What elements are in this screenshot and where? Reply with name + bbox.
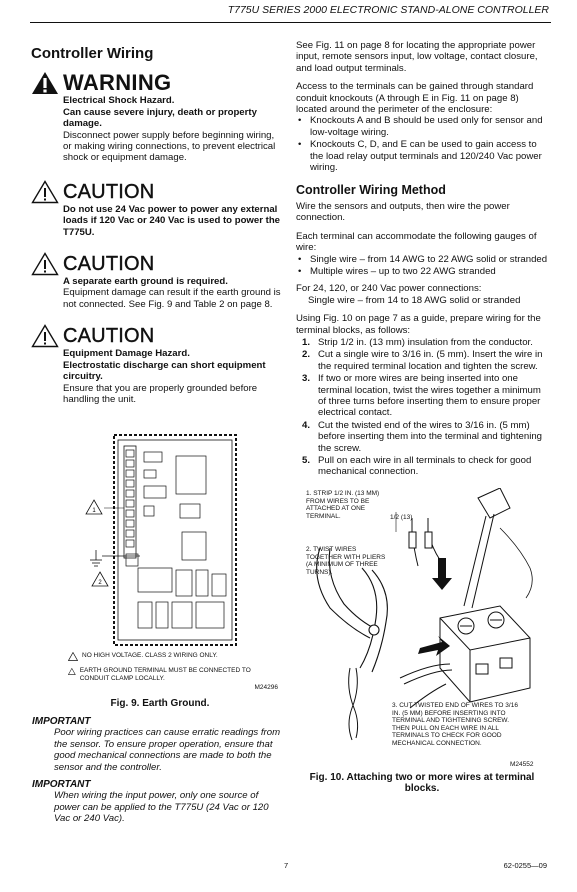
- caution-3-line-2: Electrostatic discharge can short equipment circuitry.: [63, 359, 266, 383]
- fig9-notes: [68, 652, 278, 692]
- right-column: [296, 40, 548, 484]
- caution-3-line-1: Equipment Damage Hazard.: [63, 348, 190, 360]
- intro-paragraph: See Fig. 11 on page 8 for locating the appropriate power input, remote sensors input, low voltage, contact closure, and load output terminals.: [296, 40, 538, 74]
- list-item: • Knockouts C, D, and E can be used to gain access to the load relay output terminals and 120/240 Vac power wiring.: [296, 139, 548, 173]
- caution-triangle-icon: [31, 180, 59, 204]
- prep-steps: [296, 337, 548, 478]
- list-item: • Single wire – from 14 AWG to 22 AWG solid or stranded: [296, 254, 548, 265]
- important-notes: [32, 716, 284, 831]
- important-2-body: When wiring the input power, only one source of power can be applied to the T775U (24 Vac or 120 Vac or 240 Vac).: [54, 790, 269, 825]
- method-title: Controller Wiring Method: [296, 183, 446, 198]
- document-number: 62-0255—09: [503, 861, 547, 870]
- caution-word: CAUTION: [63, 325, 155, 348]
- caution-triangle-icon: [31, 324, 59, 348]
- warning-block: [31, 71, 281, 163]
- caution-word: CAUTION: [63, 180, 155, 203]
- fig10-callout-3: 3. CUT TWISTED END OF WIRES TO 3/16 IN. (5 MM) BEFORE INSERTING INTO TERMINAL AND TIGHTENING SCREW. THEN PULL ON EACH WIRE IN ALL TERMINALS TO CHECK FOR GOOD MECHANICAL CONNECTION.: [392, 702, 518, 747]
- caution-block-1: [31, 180, 281, 238]
- caution-2-bold: A separate earth ground is required.: [63, 276, 228, 288]
- warning-line-1: Electrical Shock Hazard.: [63, 95, 175, 107]
- page-number: 7: [284, 861, 289, 870]
- fig9-note-2: EARTH GROUND TERMINAL MUST BE CONNECTED TO CONDUIT CLAMP LOCALLY.: [79, 667, 251, 682]
- warning-body: Disconnect power supply before beginning wiring, or making wiring connections, to prevent electrical shock or equipment damage.: [63, 129, 276, 164]
- fig10-callout-1: 1. STRIP 1/2 IN. (13 MM) FROM WIRES TO BE ATTACHED AT ONE TERMINAL.: [306, 490, 380, 520]
- power-connection-gauge: Single wire – from 14 to 18 AWG solid or stranded: [308, 294, 521, 306]
- fig10-dimension: 1/2 (13): [390, 514, 413, 521]
- fig10-code: M24552: [510, 761, 534, 768]
- caution-block-3: [31, 324, 281, 405]
- prep-intro: Using Fig. 10 on page 7 as a guide, prepare wiring for the terminal blocks, as follows:: [296, 313, 541, 336]
- caution-2-body: Equipment damage can result if the earth ground is not connected. See Fig. 9 and Table 2 on page 8.: [63, 287, 281, 310]
- warning-triangle-icon: [31, 71, 59, 95]
- step-item: 4. Cut the twisted end of the wires to 3/16 in. (5 mm) before inserting them into the terminal and tightening the screw.: [302, 419, 542, 454]
- step-item: 3. If two or more wires are being inserted into one terminal location, twist the wires together a minimum of three turns before inserting them to ensure proper electrical contact.: [302, 373, 541, 419]
- caution-word: CAUTION: [63, 253, 155, 276]
- marker-2: 2: [98, 580, 102, 586]
- caution-block-2: [31, 252, 281, 310]
- fig9-note-1: NO HIGH VOLTAGE. CLASS 2 WIRING ONLY.: [82, 652, 218, 659]
- caution-3-body: Ensure that you are properly grounded before handling the unit.: [63, 382, 258, 405]
- note-1-triangle-icon: [68, 652, 78, 661]
- left-column: [31, 45, 281, 405]
- step-item: 2. Cut a single wire to 3/16 in. (5 mm). Insert the wire in the required terminal location and tighten the screw.: [302, 349, 543, 372]
- access-paragraph: Access to the terminals can be gained through standard conduit knockouts (A through E in Fig. 11 on page 8) located around the perimeter of the enclosure:: [296, 81, 534, 116]
- caution-triangle-icon: [31, 252, 59, 276]
- caution-1-text: Do not use 24 Vac power to power any external loads if 120 Vac or 240 Vac is used to power the T775U.: [63, 203, 281, 238]
- fig10-callout-2: 2. TWIST WIRES TOGETHER WITH PLIERS (A MINIMUM OF THREE TURNS).: [306, 546, 386, 576]
- fig9-code: M24296: [254, 684, 278, 691]
- step-item: 5. Pull on each wire in all terminals to check for good mechanical connection.: [302, 455, 532, 478]
- important-1-body: Poor wiring practices can cause erratic readings from the sensor. To ensure proper operation, ensure that good mechanical connections are made to both the sensor and the controller.: [54, 727, 281, 773]
- gauge-list: [296, 254, 548, 278]
- marker-1: 1: [92, 508, 96, 514]
- note-2-triangle-icon: [68, 667, 76, 676]
- earth-ground-diagram: [80, 430, 250, 652]
- list-item: • Multiple wires – up to two 22 AWG stranded: [296, 266, 548, 277]
- running-header: T775U SERIES 2000 ELECTRONIC STAND-ALONE CONTROLLER: [227, 4, 549, 16]
- important-1-head: IMPORTANT: [32, 716, 91, 727]
- knockout-list: [296, 115, 548, 173]
- step-item: 1. Strip 1/2 in. (13 mm) insulation from the conductor.: [302, 336, 533, 348]
- important-2-head: IMPORTANT: [32, 779, 91, 791]
- power-connection-line: For 24, 120, or 240 Vac power connections:: [296, 283, 482, 295]
- gauge-intro: Each terminal can accommodate the following gauges of wire:: [296, 230, 537, 254]
- fig9-caption: Fig. 9. Earth Ground.: [110, 698, 210, 709]
- list-item: • Knockouts A and B should be used only for sensor and low-voltage wiring.: [296, 115, 548, 138]
- fig10-caption: Fig. 10. Attaching two or more wires at terminal blocks.: [309, 772, 535, 794]
- warning-line-2: Can cause severe injury, death or property damage.: [63, 106, 257, 130]
- section-title: Controller Wiring: [31, 45, 154, 62]
- header-rule: [30, 22, 551, 23]
- warning-word: WARNING: [63, 70, 172, 96]
- method-intro: Wire the sensors and outputs, then wire the power connection.: [296, 200, 510, 224]
